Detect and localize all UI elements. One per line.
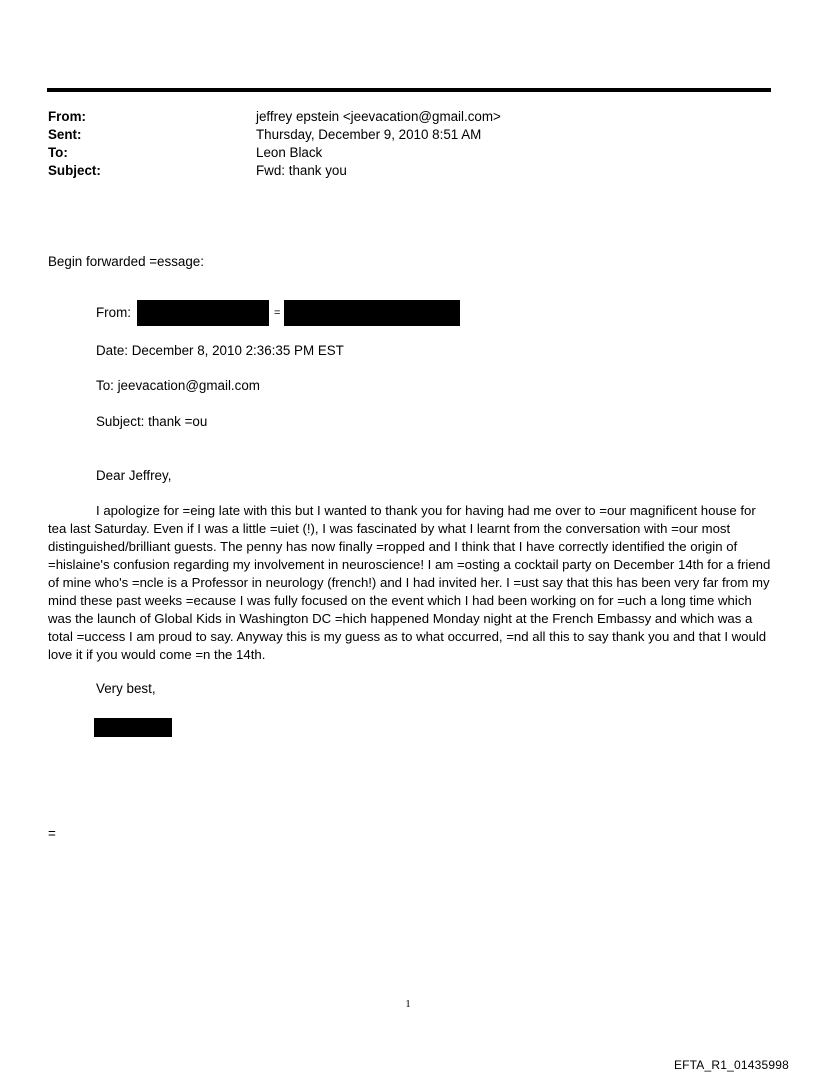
- forward-intro: Begin forwarded =essage:: [48, 254, 204, 269]
- trailing-char: =: [48, 826, 56, 841]
- forwarded-to: To: jeevacation@gmail.com: [96, 378, 260, 393]
- to-value: Leon Black: [256, 145, 323, 160]
- signature-redaction: [94, 718, 172, 737]
- to-row: [48, 144, 768, 162]
- sent-row: [48, 126, 768, 144]
- document-id: EFTA_R1_01435998: [673, 1058, 789, 1072]
- subject-value: Fwd: thank you: [256, 163, 347, 178]
- greeting: Dear Jeffrey,: [96, 468, 172, 483]
- redaction-block: [137, 300, 269, 326]
- sent-label: Sent:: [48, 127, 82, 142]
- from-row: [48, 108, 768, 126]
- message-body: I apologize for =eing late with this but I wanted to thank you for having had me over to =our magnificent house for tea last Saturday. Even if I was a little =uiet (!), I was fascinated by what I learnt from the conversation with =our most distinguished/brilliant guests. The penny has now finally =ropped and I think that I have correctly identified the origin of =hislaine's confusion regarding my involvement in neuroscience! I am =osting a cocktail party on December 14th for a friend of mine who's =ncle is a Professor in neurology (french!) and I had invited her. I =ust say that this has been very far from my mind these past weeks =ecause I was fully focused on the event which I had been working on for =uch a long time which was the launch of Global Kids in Washington DC =hich happened Monday night at the French Embassy and which was a total =uccess I am proud to say. Anyway this is my guess as to what occurred, =nd all this to say thank you and that I would love it if you would come =n the 14th.: [48, 503, 771, 662]
- forwarded-from-line: [96, 299, 460, 327]
- redaction-block: [284, 300, 460, 326]
- to-label: To:: [48, 145, 68, 160]
- forwarded-date: Date: December 8, 2010 2:36:35 PM EST: [96, 343, 344, 358]
- subject-row: [48, 162, 768, 180]
- from-separator: =: [273, 307, 281, 319]
- forwarded-subject: Subject: thank =ou: [96, 414, 208, 429]
- page-number: 1: [405, 998, 411, 1010]
- forwarded-from-label: From:: [96, 305, 131, 320]
- closing: Very best,: [96, 681, 156, 696]
- email-header: [48, 108, 768, 180]
- sent-value: Thursday, December 9, 2010 8:51 AM: [256, 127, 482, 142]
- header-rule: [47, 88, 771, 92]
- subject-label: Subject:: [48, 163, 101, 178]
- from-value: jeffrey epstein <jeevacation@gmail.com>: [256, 109, 501, 124]
- from-label: From:: [48, 109, 86, 124]
